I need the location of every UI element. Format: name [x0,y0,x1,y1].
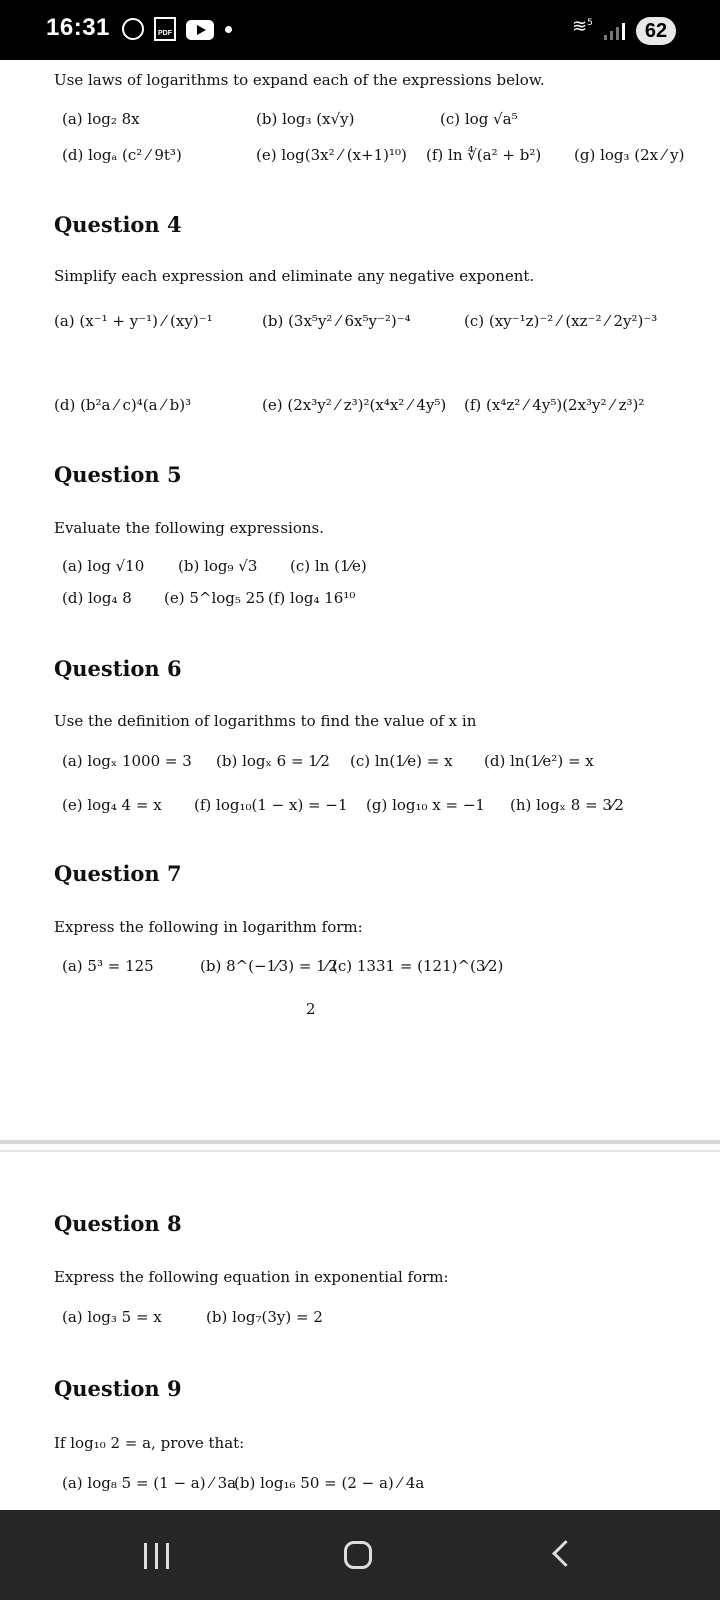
q5-item-a: (a) log √10 [62,557,145,575]
q6-item-a: (a) logₓ 1000 = 3 [62,752,192,770]
q4-item-e: (e) (2x³y² ⁄ z³)²(x⁴x² ⁄ 4y⁵) [262,396,447,414]
q4-item-c: (c) (xy⁻¹z)⁻² ⁄ (xz⁻² ⁄ 2y²)⁻³ [464,312,658,330]
q4-item-f: (f) (x⁴z² ⁄ 4y⁵)(2x³y² ⁄ z³)² [464,396,645,414]
intro-item-f: (f) ln ∜(a² + b²) [426,146,542,164]
youtube-icon [186,20,214,40]
signal-icon [604,22,626,40]
intro-item-c: (c) log √a⁵ [440,110,518,128]
back-icon[interactable] [552,1540,579,1567]
q4-item-a: (a) (x⁻¹ + y⁻¹) ⁄ (xy)⁻¹ [54,312,213,330]
recent-apps-icon[interactable] [144,1543,174,1569]
home-icon[interactable] [344,1541,372,1569]
q8-instruction: Express the following equation in exponential form: [54,1268,449,1286]
q5-item-b: (b) log₉ √3 [178,557,258,575]
intro-item-b: (b) log₃ (x√y) [256,110,355,128]
q6-item-d: (d) ln(1⁄e²) = x [484,752,594,770]
q9-item-b: (b) log₁₆ 50 = (2 − a) ⁄ 4a [234,1474,425,1492]
q5-instruction: Evaluate the following expressions. [54,519,324,537]
q6-item-h: (h) logₓ 8 = 3⁄2 [510,796,624,814]
q4-item-b: (b) (3x⁵y² ⁄ 6x⁵y⁻²)⁻⁴ [262,312,411,330]
notification-dot-icon [225,26,232,33]
q5-item-e: (e) 5^log₅ 25 [164,589,265,607]
q7-instruction: Express the following in logarithm form: [54,918,363,936]
q5-item-c: (c) ln (1⁄e) [290,557,367,575]
q5-item-f: (f) log₄ 16¹⁰ [268,589,356,607]
q6-item-c: (c) ln(1⁄e) = x [350,752,453,770]
intro-item-e: (e) log(3x² ⁄ (x+1)¹⁰) [256,146,407,164]
wifi-icon: ≋$^5$ [572,16,593,37]
intro-item-a: (a) log₂ 8x [62,110,140,128]
q8-title: Question 8 [54,1211,182,1236]
q9-item-a: (a) log₈ 5 = (1 − a) ⁄ 3a [62,1474,237,1492]
q6-item-b: (b) logₓ 6 = 1⁄2 [216,752,330,770]
q4-title: Question 4 [54,212,182,237]
q4-item-d: (d) (b²a ⁄ c)⁴(a ⁄ b)³ [54,396,192,414]
wifi-badge: 5 [587,18,593,28]
battery-indicator: 62 [636,17,676,45]
intro-instruction: Use laws of logarithms to expand each of the expressions below. [54,71,545,89]
q6-title: Question 6 [54,656,182,681]
intro-item-d: (d) logₐ (c² ⁄ 9t³) [62,146,182,164]
q4-instruction: Simplify each expression and eliminate any negative exponent. [54,267,535,285]
intro-item-g: (g) log₃ (2x ⁄ y) [574,146,685,164]
pdf-icon: PDF [154,17,176,41]
q7-item-a: (a) 5³ = 125 [62,957,154,975]
page-separator [0,1140,720,1144]
page-separator-line [0,1150,720,1152]
q8-item-a: (a) log₃ 5 = x [62,1308,162,1326]
q9-title: Question 9 [54,1376,182,1401]
q5-item-d: (d) log₄ 8 [62,589,132,607]
q8-item-b: (b) log₇(3y) = 2 [206,1308,323,1326]
q6-item-f: (f) log₁₀(1 − x) = −1 [194,796,348,814]
navigation-bar [0,1510,720,1600]
q5-title: Question 5 [54,462,182,487]
whatsapp-icon [122,18,144,40]
q6-instruction: Use the definition of logarithms to find the value of x in [54,712,477,730]
q7-title: Question 7 [54,861,182,886]
status-time: 16:31 [46,14,110,41]
q9-instruction: If log₁₀ 2 = a, prove that: [54,1434,245,1452]
q6-item-e: (e) log₄ 4 = x [62,796,162,814]
status-bar [0,0,720,60]
page-number: 2 [306,1000,316,1018]
q7-item-c: (c) 1331 = (121)^(3⁄2) [332,957,504,975]
q7-item-b: (b) 8^(−1⁄3) = 1⁄2 [200,957,338,975]
q6-item-g: (g) log₁₀ x = −1 [366,796,485,814]
